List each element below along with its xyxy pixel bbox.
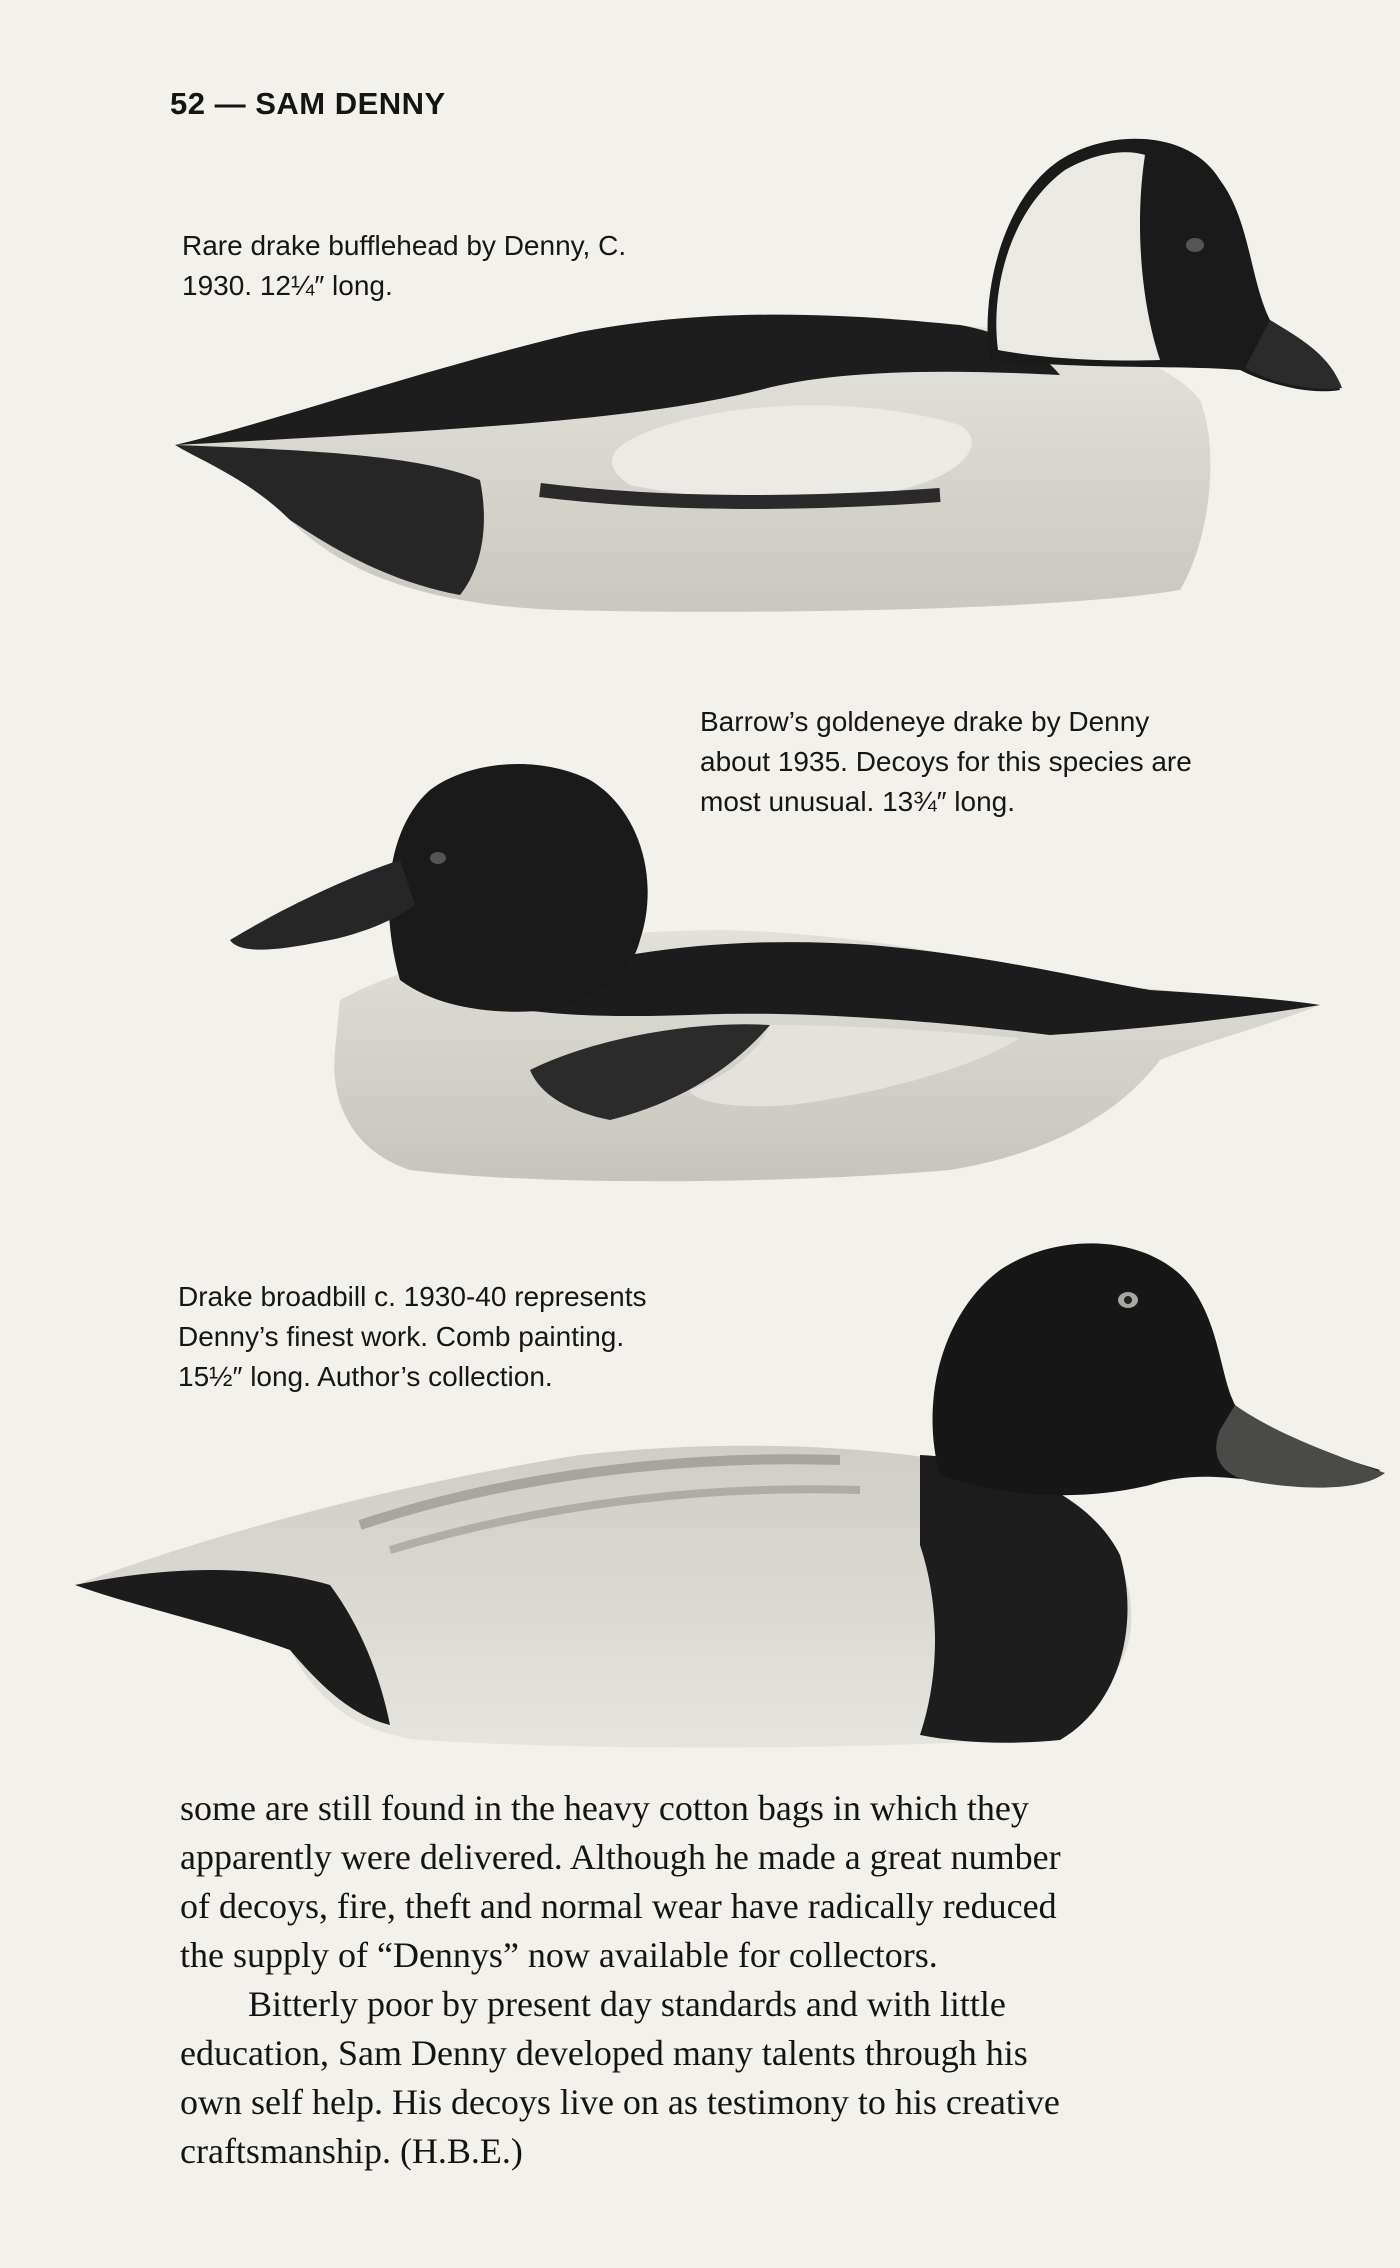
broadbill-caption xyxy=(178,1277,646,1397)
body-text xyxy=(180,1784,1325,2176)
caption-line: Drake broadbill c. 1930-40 represents xyxy=(178,1281,647,1312)
caption-line: Denny’s finest work. Comb painting. xyxy=(178,1321,625,1352)
caption-line: Rare drake bufflehead by Denny, C. xyxy=(182,230,627,261)
body-line: of decoys, fire, theft and normal wear have radically reduced xyxy=(180,1886,1057,1926)
paragraph-2 xyxy=(180,1980,1325,2176)
body-line: education, Sam Denny developed many talents through his xyxy=(180,2033,1028,2073)
goldeneye-caption xyxy=(700,702,1192,822)
bufflehead-caption xyxy=(182,226,626,306)
body-line: own self help. His decoys live on as testimony to his creative xyxy=(180,2082,1060,2122)
caption-line: about 1935. Decoys for this species are xyxy=(700,746,1192,777)
caption-line: 1930. 12¼″ long. xyxy=(182,270,393,301)
caption-line: 15½″ long. Author’s collection. xyxy=(178,1361,553,1392)
body-line: craftsmanship. (H.B.E.) xyxy=(180,2131,523,2171)
bufflehead-decoy-photo xyxy=(160,100,1360,630)
caption-line: most unusual. 13¾″ long. xyxy=(700,786,1015,817)
body-line: apparently were delivered. Although he made a great number xyxy=(180,1837,1061,1877)
body-line: some are still found in the heavy cotton bags in which they xyxy=(180,1788,1029,1828)
body-line: the supply of “Dennys” now available for collectors. xyxy=(180,1935,938,1975)
caption-line: Barrow’s goldeneye drake by Denny xyxy=(700,706,1150,737)
body-line: Bitterly poor by present day standards and with little xyxy=(248,1984,1006,2024)
running-head: 52 — SAM DENNY xyxy=(170,86,446,121)
paragraph-1 xyxy=(180,1784,1325,1980)
